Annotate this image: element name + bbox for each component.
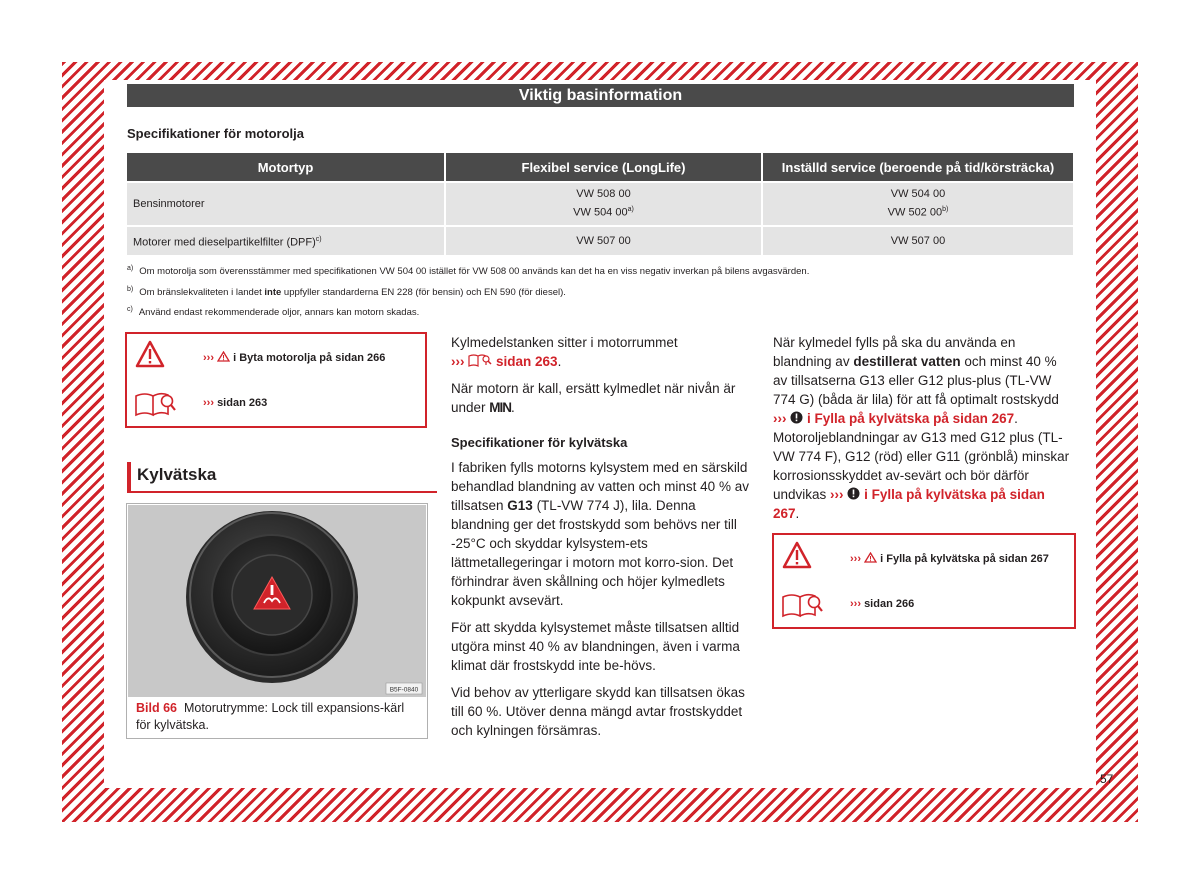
- cell-text: VW 504 00: [890, 188, 946, 201]
- paragraph: När motorn är kall, ersätt kylmedlet när nivån är under MIN.: [451, 381, 736, 415]
- column-header-engine-type: Motortyp: [127, 153, 444, 181]
- warning-reference-box: [772, 533, 1076, 629]
- paragraph: För att skydda kylsystemet måste tillsatsen alltid utgöra minst 40 % av blandningen, även i varma klimat där frostskydd inte be-hövs.: [451, 620, 740, 673]
- column-2-text: [451, 333, 751, 748]
- warning-link-line[interactable]: [203, 351, 385, 364]
- footnote-b: [127, 286, 566, 298]
- footnote-a: [127, 265, 809, 277]
- read-manual-icon: [134, 390, 176, 418]
- cell-fixed-service: [763, 183, 1073, 225]
- read-manual-icon: [781, 591, 823, 619]
- paragraph: [451, 458, 751, 610]
- cell-text: VW 502 00: [887, 206, 943, 219]
- paragraph-text: (TL-VW 774 J), lila. Denna blandning ger det frostskydd som behövs ner till -25°C och skyddar kylsystem-ets lättmetallegeringar i motorn mot korro-sion. Det förhindrar även skållning och höjer kylmedlets kokpunkt avsevärt.: [451, 498, 737, 608]
- page-number: 57: [1100, 772, 1114, 786]
- section-header-bar: Viktig basinformation: [127, 84, 1074, 107]
- paragraph-text: I fabriken fylls motorns kylsystem med en särskild behandlad blandning av vatten och minst 40 % av tillsatsen: [451, 460, 749, 513]
- coolant-spec-subheading: Specifikationer för kylvätska: [451, 435, 628, 450]
- footnote-ref: a): [627, 206, 634, 214]
- figure-label: Bild 66: [136, 701, 177, 715]
- min-mark-symbol: MIN: [489, 400, 512, 415]
- important-notice-icon: [790, 411, 803, 424]
- footnote-emphasis: inte: [264, 287, 282, 299]
- spec-section-title: Specifikationer för motorolja: [127, 126, 304, 141]
- page-link-line[interactable]: [850, 598, 914, 610]
- cross-reference-arrows-icon: ›››: [203, 352, 214, 364]
- emphasis-text: destillerat vatten: [853, 354, 961, 369]
- column-3-text: [773, 333, 1073, 531]
- footnote-ref: c): [315, 235, 322, 243]
- paragraph-text: .: [795, 506, 800, 521]
- cell-text: VW 504 00: [573, 206, 628, 219]
- kylvatska-section-title: [127, 462, 437, 493]
- cell-text: Motorer med dieselpartikelfilter (DPF): [133, 236, 316, 249]
- warning-triangle-icon: [135, 340, 165, 368]
- paragraph: Vid behov av ytterligare skydd kan tillsatsen ökas till 60 %. Utöver denna mängd avtar frostskyddet och kylningen försämras.: [451, 685, 745, 738]
- warning-link-text: i Fylla på kylvätska på sidan 267: [880, 553, 1049, 565]
- read-manual-icon: [468, 353, 492, 368]
- figure-code: B5F-0840: [389, 686, 419, 694]
- paragraph-text: När motorn är kall, ersätt kylmedlet när nivån är under: [451, 381, 736, 415]
- coolant-cap-photo: [128, 505, 426, 697]
- figure-caption-text: Motorutrymme: Lock till expansions-kärl för kylvätska.: [136, 701, 405, 732]
- page-link[interactable]: sidan 263: [496, 354, 558, 369]
- coolant-cap-illustration: [128, 505, 426, 697]
- footnote-text: Använd endast rekommenderade oljor, annars kan motorn skadas.: [138, 307, 420, 319]
- small-warning-triangle-icon: [217, 351, 230, 362]
- footnote-c: [127, 306, 419, 318]
- column-header-fixed-service: Inställd service (beroende på tid/körsträcka): [763, 153, 1073, 181]
- cross-reference-arrows-icon: ›››: [830, 487, 844, 502]
- table-row: [127, 227, 1073, 255]
- cell-text: Bensinmotorer: [133, 197, 205, 210]
- cross-reference-arrows-icon: ›››: [203, 397, 214, 409]
- cell-flexible-service: [446, 183, 761, 225]
- paragraph-text: När kylmedel fylls på ska du använda en blandning av: [773, 335, 1016, 369]
- footnote-mark: b): [127, 286, 134, 293]
- footnote-text: Om motorolja som överensstämmer med specifikationen VW 504 00 istället för VW 508 00 används kan det ha en viss negativ inverkan på bilens avgasvärden.: [139, 266, 810, 278]
- cross-reference-arrows-icon: ›››: [773, 411, 787, 426]
- paragraph-text: Kylmedelstanken sitter i motorrummet: [451, 335, 678, 350]
- page-link-line[interactable]: [203, 397, 267, 409]
- figure-66: [126, 503, 428, 739]
- paragraph: Kylmedelstanken sitter i motorrummet ››› sidan 263.: [451, 335, 678, 369]
- small-warning-triangle-icon: [864, 552, 877, 563]
- cross-reference-link[interactable]: i Fylla på kylvätska på sidan 267: [773, 487, 1045, 521]
- cell-fixed-service: VW 507 00: [763, 227, 1073, 255]
- footnote-ref: b): [942, 206, 949, 214]
- warning-link-line[interactable]: [850, 552, 1049, 565]
- additive-name: G13: [507, 498, 533, 513]
- engine-oil-spec-table: [125, 151, 1075, 257]
- cross-reference-arrows-icon: ›››: [850, 598, 861, 610]
- paragraph-text: . Motoroljeblandningar av G13 med G12 plus (TL-VW 774 F), G12 (röd) eller G11 (grönblå) minskar korrosionsskyddet av-sevärt och bör därför undvikas: [773, 411, 1070, 502]
- warning-link-text: i Byta motorolja på sidan 266: [233, 352, 386, 364]
- cross-reference-arrows-icon: ›››: [451, 354, 465, 369]
- footnote-mark: a): [127, 265, 134, 272]
- figure-caption: [136, 700, 422, 734]
- footnote-mark: c): [127, 306, 133, 313]
- footnote-text: uppfyller standarderna EN 228 (för bensin) och EN 590 (för diesel).: [281, 287, 566, 299]
- cross-reference-link[interactable]: i Fylla på kylvätska på sidan 267: [807, 411, 1015, 426]
- cell-engine-type: [127, 227, 444, 255]
- cell-flexible-service: VW 507 00: [446, 227, 761, 255]
- paragraph: [773, 333, 1073, 523]
- warning-reference-box: [125, 332, 427, 428]
- footnote-text: Om bränslekvaliteten i landet: [139, 287, 265, 299]
- column-header-flexible-service: Flexibel service (LongLife): [446, 153, 761, 181]
- cell-text: VW 508 00: [576, 188, 631, 201]
- page-link-text: sidan 266: [864, 598, 915, 610]
- table-row: [127, 183, 1073, 225]
- section-title-text: Kylvätska: [137, 465, 217, 484]
- page-link-text: sidan 263: [217, 397, 268, 409]
- cell-engine-type: [127, 183, 444, 225]
- warning-triangle-icon: [782, 541, 812, 569]
- important-notice-icon: [847, 487, 860, 500]
- paragraph-text: och minst 40 % av tillsatserna G13 eller G12 plus-plus (TL-VW 774 G) (båda är lila) för att få optimalt rostskydd: [773, 354, 1059, 407]
- cross-reference-arrows-icon: ›››: [850, 553, 861, 565]
